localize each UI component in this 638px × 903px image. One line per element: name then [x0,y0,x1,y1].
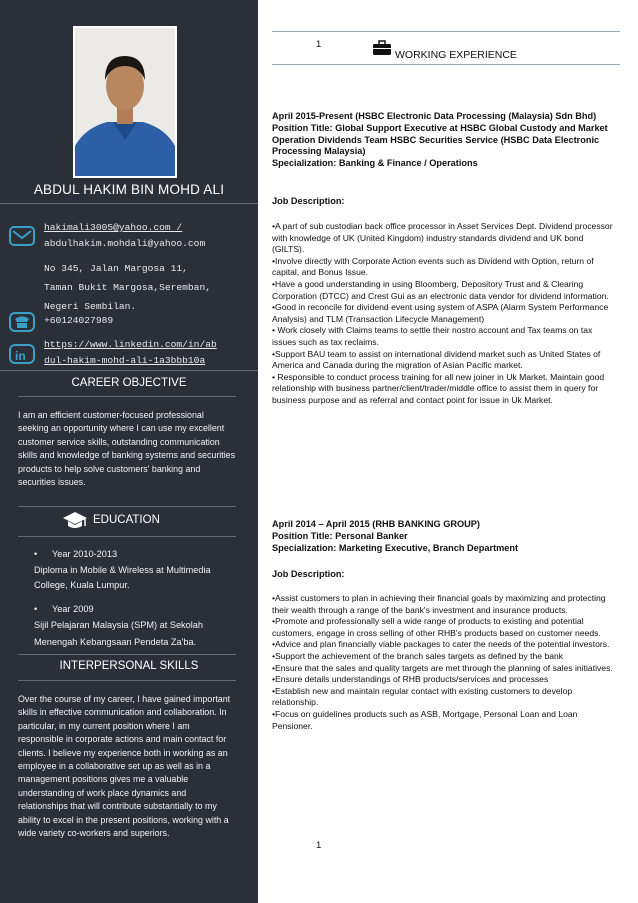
education-line: College, Kuala Lumpur. [34,580,130,590]
interpersonal-heading: INTERPERSONAL SKILLS [59,660,199,672]
education-details [34,563,249,593]
job-header [272,111,617,170]
education-heading: EDUCATION [93,514,160,526]
job-period: April 2014 – April 2015 (RHB BANKING GROUP) [272,519,480,529]
address-line: Negeri Sembilan. [44,301,137,312]
page-number: 1 [316,39,322,50]
divider [0,203,258,204]
duty-item: •Assist customers to plan in achieving their financial goals by maximizing and protecting their wealth through a range of the bank's investment and insurance products. [272,593,606,615]
duty-item: • Work closely with Claims teams to settle their nostro account and Tax teams on tax issues such as tax reclaims. [272,325,593,347]
divider [0,370,258,371]
address-line: No 345, Jalan Margosa 11, [44,263,188,274]
education-year: Year 2010-2013 [52,549,118,559]
job-position: Position Title: Global Support Executive at HSBC Global Custody and Market Operation Dividends Team HSBC Securities Service (HSBC Data Electronic Processing Malaysia) [272,122,608,157]
job-duties [272,593,617,732]
bullet-icon: • [34,604,38,614]
job-specialization: Specialization: Marketing Executive, Branch Department [272,542,519,553]
career-objective-text: I am an efficient customer-focused professional seeking an opportunity where I can use my excellent customer service skills, outstanding communication skills and knowledge of banking systems and securities products to help solve customers' banking and securities issues. [18,410,236,488]
education-details [34,617,249,651]
duty-item: •Ensure that the sales and quality targets are met through the planning of sales initiatives. [272,662,613,673]
duty-item: •Promote and professionally sell a wide range of products to existing and potential customers, engage in cross selling of other RHB's products based on customer needs. [272,616,601,638]
profile-photo [73,26,177,178]
job-duties [272,221,617,407]
career-objective-heading: CAREER OBJECTIVE [71,377,187,389]
duty-item: •Advice and plan financially viable packages to cater the needs of the potential investors. [272,639,610,650]
education-year: Year 2009 [52,604,94,614]
linkedin-url-part[interactable]: https://www.linkedin.com/in/ab [44,339,217,350]
page-number: 1 [316,840,322,851]
divider [18,536,236,537]
linkedin-link[interactable] [44,337,217,369]
job-description-label: Job Description: [272,196,345,206]
duty-item: •Have a good understanding in using Bloomberg, Depository Trust and & Clearing Corporation (DTCC) and Crest Gui as an electronic data vendor for dividend information. [272,278,609,301]
divider [18,680,236,681]
duty-item: •Support the achievement of the branch sales targets as defined by the bank [272,650,564,661]
linkedin-url-part[interactable]: dul-hakim-mohd-ali-1a3bbb10a [44,355,206,366]
duty-item: •A part of sub custodian back office processor in Asset Services Dept. Dividend processor with knowledge of UK (United Kingdom) industry standards dividend and UK bond (GILTS). [272,221,613,255]
divider [18,396,236,397]
email-link[interactable]: hakimali3005@yahoo.com / [44,222,183,233]
bullet-icon: • [34,549,38,559]
duty-item: •Ensure details understandings of RHB products/services and processes [272,674,549,685]
education-line: Menengah Kebangsaan Pendeta Za'ba. [34,637,197,647]
duty-item: •Good in reconcile for dividend event using system of ASPA (Alarm System Performance Analysis) and TLM (Transaction Lifecycle Management) [272,302,609,324]
duty-item: •Support BAU team to assist on international dividend market such as United States of America and Canada during the migration of Asian Pacific market. [272,348,601,371]
job-position: Position Title: Personal Banker [272,530,408,541]
job-specialization: Specialization: Banking & Finance / Operations [272,158,478,169]
email-block [44,220,205,252]
email-icon [9,225,35,247]
phone-icon [9,311,35,333]
duty-item: •Focus on guidelines products such as ASB, Mortgage, Personal Loan and Loan Pensioner. [272,708,578,731]
email-alt: abdulhakim.mohdali@yahoo.com [44,238,206,249]
job-period: April 2015-Present (HSBC Electronic Data Processing (Malaysia) Sdn Bhd) [272,111,597,121]
education-line: Sijil Pelajaran Malaysia (SPM) at Sekolah [34,620,204,630]
duty-item: • Responsible to conduct process training for all new joiner in Uk Market. Maintain good relationship with business partner/client/trader/middle office to assist them in query for business purpose and as referral and contact point for issue in Uk Market. [272,371,605,405]
job-description-label: Job Description: [272,569,345,579]
job-header [272,519,617,554]
portrait-image [75,28,175,176]
svg-text:in: in [15,349,26,363]
phone-number: +60124027989 [44,315,114,326]
interpersonal-text: Over the course of my career, I have gained important skills in effective communication and collaboration. In particular, in my current position where I am responsible in corporate actions and main contact for clients. I believe my experience both in working as an employee in a collaborative set up as well as in a management positions gives me a valuable understanding of work place dynamics and relationships that will contribute substantially to my ability to excel in the present positions, working with a wide variety co-workers and superiors. [18,694,231,839]
divider [272,31,620,32]
graduation-cap-icon [62,510,88,530]
briefcase-icon [372,40,392,56]
address-block [44,259,211,316]
section-title: WORKING EXPERIENCE [395,49,517,61]
education-line: Diploma in Mobile & Wireless at Multimedia [34,565,211,575]
divider [272,64,620,65]
duty-item: •Establish new and maintain regular contact with existing customers to develop relationship. [272,685,573,708]
sidebar [0,0,258,903]
address-line: Taman Bukit Margosa,Seremban, [44,282,211,293]
divider [18,654,236,655]
linkedin-icon [9,343,35,365]
candidate-name: ABDUL HAKIM BIN MOHD ALI [33,182,225,197]
duty-item: •Involve directly with Corporate Action events such as Dividend with Option, return of capital, and Bonus Issue. [272,255,594,278]
divider [18,506,236,507]
